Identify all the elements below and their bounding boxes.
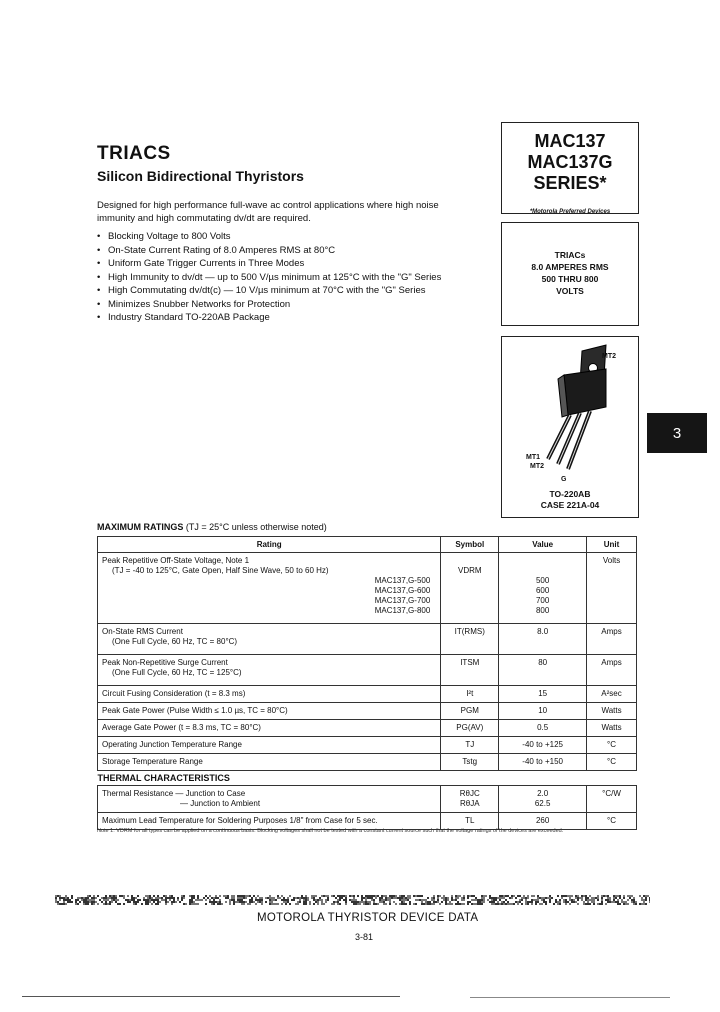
table-row — [98, 720, 637, 737]
page-title: TRIACS — [97, 143, 171, 164]
max-ratings-title: MAXIMUM RATINGS — [97, 522, 184, 532]
table-row — [98, 754, 637, 771]
value-cell: 80 — [499, 655, 587, 686]
symbol-cell: TJ — [441, 737, 499, 754]
rating-cell: Storage Temperature Range — [98, 754, 441, 771]
value: 600 — [535, 586, 550, 595]
device-name: MAC137,G-500 — [374, 576, 431, 585]
summary-line: 500 THRU 800 — [541, 274, 599, 284]
value-cell — [499, 786, 587, 813]
pin-label-mt2-tab: MT2 — [602, 353, 616, 360]
to220-package-illustration — [502, 337, 638, 487]
rating-name: — Junction to Ambient — [180, 799, 261, 808]
summary-line: VOLTS — [556, 286, 584, 296]
feature-item: • On-State Current Rating of 8.0 Amperes RMS at 80°C — [97, 244, 497, 258]
rating-condition: (One Full Cycle, 60 Hz, TC = 80°C) — [112, 637, 238, 646]
symbol: RθJA — [459, 799, 480, 808]
pin-label-gate: G — [561, 476, 567, 483]
value-cell: -40 to +150 — [499, 754, 587, 771]
value: 800 — [535, 606, 550, 615]
pin-label-mt1: MT1 — [526, 454, 540, 461]
pin-label-mt2: MT2 — [530, 463, 544, 470]
rating-cell — [98, 553, 441, 624]
unit-cell: Amps — [587, 655, 637, 686]
symbol-cell: PG(AV) — [441, 720, 499, 737]
feature-item: • Industry Standard TO-220AB Package — [97, 311, 497, 325]
rating-name: On-State RMS Current — [102, 627, 183, 636]
rating-condition: (TJ = -40 to 125°C, Gate Open, Half Sine Wave, 50 to 60 Hz) — [112, 566, 329, 575]
symbol-cell: VDRM — [441, 553, 499, 624]
column-header: Rating — [98, 537, 441, 553]
rating-cell: Average Gate Power (t = 8.3 ms, TC = 80°C) — [98, 720, 441, 737]
rating-cell: Maximum Lead Temperature for Soldering Purposes 1/8" from Case for 5 sec. — [98, 813, 441, 830]
bottom-rule — [470, 997, 670, 998]
feature-item: • High Immunity to dv/dt — up to 500 V/µs minimum at 125°C with the "G" Series — [97, 271, 497, 285]
summary-line: TRIACs — [554, 250, 586, 260]
table-row — [98, 553, 637, 624]
ratings-table — [97, 536, 637, 830]
rating-condition: (One Full Cycle, 60 Hz, TC = 125°C) — [112, 668, 242, 677]
part-number-box — [501, 122, 639, 214]
table-header-row — [98, 537, 637, 553]
table-row — [98, 624, 637, 655]
thermal-section-row — [98, 771, 637, 786]
rating-name: Thermal Resistance — Junction to Case — [102, 789, 246, 798]
part-number-line: MAC137G — [527, 152, 613, 172]
rating-cell: Peak Gate Power (Pulse Width ≤ 1.0 µs, TC = 80°C) — [98, 703, 441, 720]
symbol: RθJC — [459, 789, 480, 798]
feature-item: • Blocking Voltage to 800 Volts — [97, 230, 497, 244]
column-header: Unit — [587, 537, 637, 553]
feature-item: • Minimizes Snubber Networks for Protection — [97, 298, 497, 312]
section-tab: 3 — [647, 413, 707, 453]
unit-cell: Volts — [587, 553, 637, 624]
column-header: Symbol — [441, 537, 499, 553]
value-cell: 0.5 — [499, 720, 587, 737]
package-caption — [502, 489, 638, 511]
device-name: MAC137,G-800 — [374, 606, 431, 615]
symbol-cell — [441, 786, 499, 813]
part-number-line: MAC137 — [534, 131, 606, 151]
page-number: 3-81 — [355, 932, 374, 942]
rating-name: Peak Non-Repetitive Surge Current — [102, 658, 228, 667]
symbol-cell: I²t — [441, 686, 499, 703]
unit-cell: °C — [587, 813, 637, 830]
table-row — [98, 737, 637, 754]
footnote: Note 1: VDRM for all types can be applied on a continuous basis. Blocking voltages shall not be tested with a constant current source such that the voltage ratings of the devices are exceeded. — [97, 828, 564, 834]
rating-cell — [98, 624, 441, 655]
rating-cell: Operating Junction Temperature Range — [98, 737, 441, 754]
scan-noise-band — [55, 893, 650, 907]
preferred-device-note: *Motorola Preferred Devices — [529, 209, 611, 215]
value: 700 — [535, 596, 550, 605]
table-row — [98, 686, 637, 703]
thermal-heading: THERMAL CHARACTERISTICS — [97, 773, 230, 783]
symbol-cell: ITSM — [441, 655, 499, 686]
value-cell: 15 — [499, 686, 587, 703]
device-name: MAC137,G-700 — [374, 596, 431, 605]
value: 2.0 — [537, 789, 549, 798]
column-header: Value — [499, 537, 587, 553]
device-list — [102, 576, 436, 616]
feature-item: • High Commutating dv/dt(c) — 10 V/µs minimum at 70°C with the "G" Series — [97, 284, 497, 298]
unit-cell: °C — [587, 754, 637, 771]
unit-cell: Watts — [587, 720, 637, 737]
table-row — [98, 786, 637, 813]
max-ratings-condition: (TJ = 25°C unless otherwise noted) — [185, 522, 327, 532]
unit-cell: Amps — [587, 624, 637, 655]
rating-cell — [98, 786, 441, 813]
symbol-cell: PGM — [441, 703, 499, 720]
value-cell — [499, 553, 587, 624]
unit-cell: °C/W — [587, 786, 637, 813]
rating-name: Peak Repetitive Off-State Voltage, Note 1 — [102, 556, 250, 565]
value-cell: 10 — [499, 703, 587, 720]
value-cell: -40 to +125 — [499, 737, 587, 754]
intro-paragraph: Designed for high performance full-wave ac control applications where high noise immunity and high commutating dv/dt are required. — [97, 200, 439, 224]
package-box — [501, 336, 639, 518]
feature-list — [97, 230, 497, 325]
part-number-line: SERIES* — [533, 173, 607, 193]
package-case: CASE 221A-04 — [540, 500, 600, 510]
symbol-cell: Tstg — [441, 754, 499, 771]
value: 500 — [535, 576, 550, 585]
table-row — [98, 703, 637, 720]
max-ratings-heading — [97, 522, 327, 532]
symbol-cell: TL — [441, 813, 499, 830]
footer-title: MOTOROLA THYRISTOR DEVICE DATA — [257, 912, 479, 924]
symbol-cell: IT(RMS) — [441, 624, 499, 655]
summary-line: 8.0 AMPERES RMS — [531, 262, 609, 272]
device-name: MAC137,G-600 — [374, 586, 431, 595]
page-subtitle: Silicon Bidirectional Thyristors — [97, 168, 304, 184]
rating-cell — [98, 655, 441, 686]
unit-cell: Watts — [587, 703, 637, 720]
table-row — [98, 655, 637, 686]
bottom-rule — [22, 996, 400, 997]
value-cell: 8.0 — [499, 624, 587, 655]
value: 62.5 — [534, 799, 551, 808]
device-summary-box — [501, 222, 639, 326]
unit-cell: °C — [587, 737, 637, 754]
package-type: TO-220AB — [549, 489, 591, 499]
value-cell: 260 — [499, 813, 587, 830]
rating-cell: Circuit Fusing Consideration (t = 8.3 ms) — [98, 686, 441, 703]
unit-cell: A²sec — [587, 686, 637, 703]
feature-item: • Uniform Gate Trigger Currents in Three Modes — [97, 257, 497, 271]
